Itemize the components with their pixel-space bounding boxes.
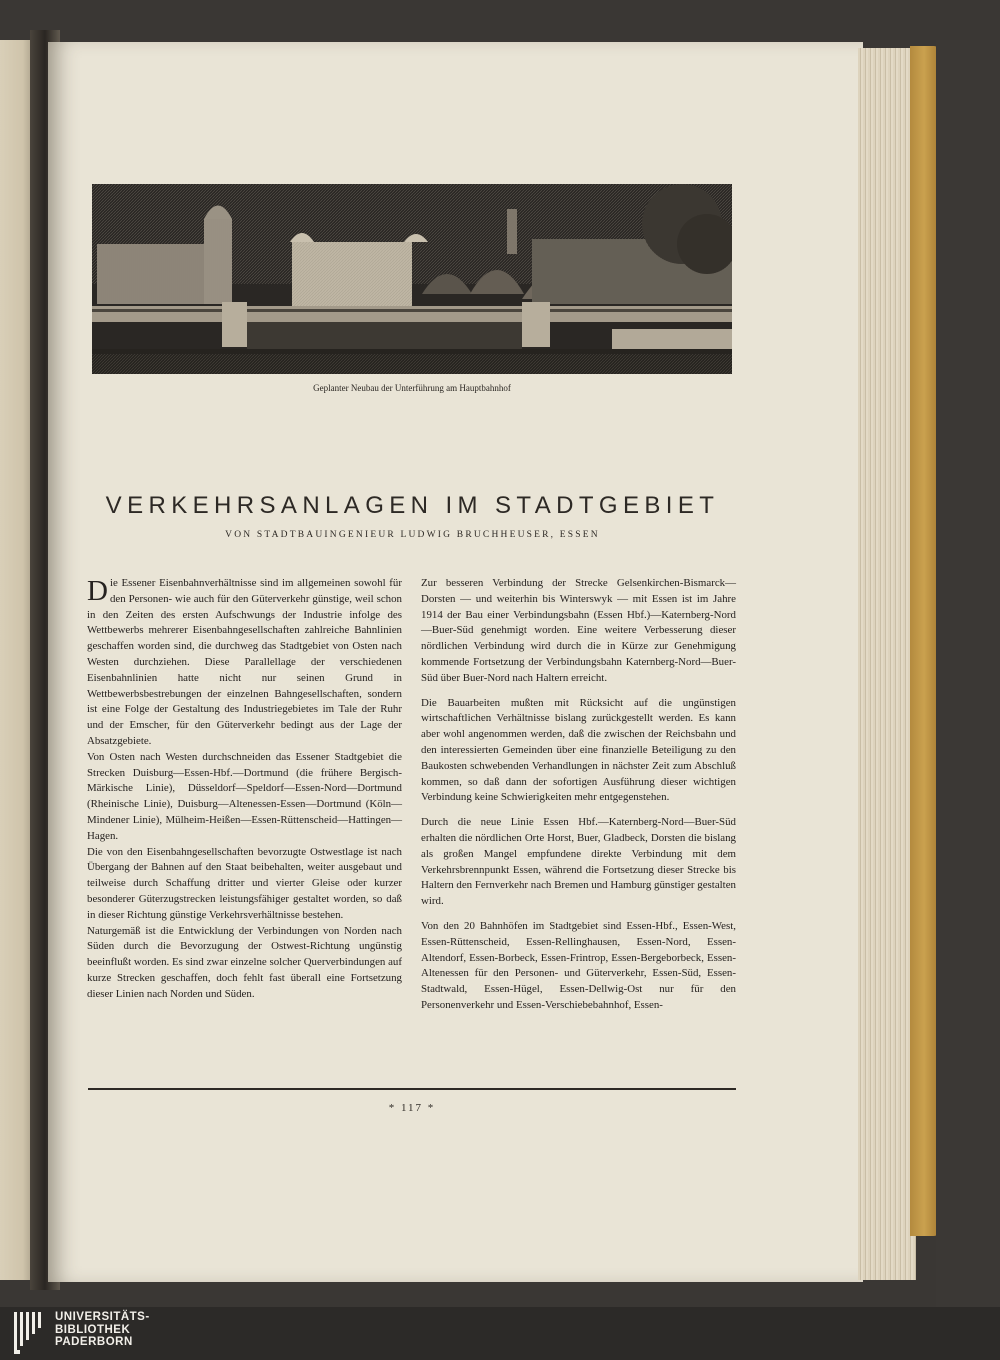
library-name-line: BIBLIOTHEK	[55, 1323, 131, 1336]
text-column-right	[421, 576, 736, 1023]
drop-cap: D	[87, 575, 108, 607]
article-title: VERKEHRSANLAGEN IM STADTGEBIET	[105, 492, 720, 519]
paragraph: Durch die neue Linie Essen Hbf.—Katernberg-Nord—Buer-Süd erhalten die nördlichen Orte Horst, Buer, Gladbeck, Dorsten die bislang als großen Mangel empfundene direkte Verbindung mit dem Verkehrsbrennpunkt Essen, während die Fortsetzung dieser Strecke bis Haltern den Fernverkehr nach Bremen und Hamburg günstiger gestalten wird.	[421, 816, 736, 908]
paragraph: Von den 20 Bahnhöfen im Stadtgebiet sind Essen-Hbf., Essen-West, Essen-Rüttenscheid, Essen-Rellinghausen, Essen-Nord, Essen-Altendorf, Essen-Borbeck, Essen-Frintrop, Essen-Bergeborbeck, Essen-Altenessen für den Personen- und Güterverkehr, Essen-Süd, Essen-Stadtwald, Essen-Hügel, Essen-Dellwig-Ost nur für den Personenverkehr und Essen-Verschiebebahnhof, Essen-	[421, 919, 736, 1011]
library-logo-text	[55, 1311, 150, 1349]
paragraph-text: ie Essener Eisenbahnverhältnisse sind im allgemeinen sowohl für den Personen- wie auch für den Güterverkehr günstige, weil schon in den Zeiten des ersten Aufschwungs der Industrie infolge des Wettbewerbs mehrerer Eisenbahngesellschaften zahlreiche Bahnlinien geschaffen worden sind, die durchweg das Stadtgebiet von Osten nach Westen durchziehen. Diese Parallellage der verschiedenen Eisenbahnlinien hatte nicht nur seinen Grund in Wettbewerbsbestrebungen der einzelnen Bahngesellschaften, sondern ist eine Folge der Gestaltung des Industriegebietes im Tale der Ruhr und der Emscher, für den Güterverkehr bedingt aus der Lage der Absatzgebiete.	[87, 577, 402, 747]
paragraph: Naturgemäß ist die Entwicklung der Verbindungen von Norden nach Süden durch die Bevorzugung der Ostwest-Richtung ungünstig beeinflußt worden. Es sind zwar einzelne solcher Querverbindungen auf kurze Strecken geschaffen, doch fehlt fast überall eine Fortsetzung dieser Linien nach Norden und Süden.	[87, 924, 402, 1000]
paragraph	[87, 576, 402, 750]
paragraph: Von Osten nach Westen durchschneiden das Essener Stadtgebiet die Strecken Duisburg—Essen-Hbf.—Dortmund (die frühere Bergisch-Märkische Linie), Düsseldorf—Speldorf—Essen-Nord—Dortmund (Rheinische Linie), Duisburg—Altenessen-Essen—Dortmund (Köln—Mindener Linie), Mülheim-Heißen—Essen-Rüttenscheid—Hattingen—Hagen.	[87, 750, 402, 842]
figure-caption: Geplanter Neubau der Unterführung am Hauptbahnhof	[313, 383, 511, 393]
library-name-line: UNIVERSITÄTS-	[55, 1311, 150, 1323]
library-logo-icon	[12, 1310, 48, 1356]
page-edges	[858, 48, 916, 1280]
scan-background	[936, 40, 1000, 1307]
engraving-illustration	[92, 184, 732, 374]
page-number: * 117 *	[388, 1102, 436, 1114]
paragraph: Die von den Eisenbahngesellschaften bevorzugte Ostwestlage ist nach Übergang der Bahnen auf den Staat beibehalten, weiter ausgebaut und teilweise durch Schaffung dritter und vierter Gleise oder kurzer besonderer Güterzugstrecken leistungsfähiger gestaltet worden, so daß in dieser Richtung günstige Verkehrsverhältnisse bestehen.	[87, 845, 402, 921]
book-cover-edge	[910, 46, 938, 1236]
library-name-line: PADERBORN	[55, 1336, 133, 1348]
paragraph: Zur besseren Verbindung der Strecke Gelsenkirchen-Bismarck—Dorsten — und weiterhin bis Winterswyk — mit Essen ist im Jahre 1914 der Bau einer Verbindungsbahn (Essen Hbf.)—Katernberg-Nord—Buer-Süd genehmigt worden. Eine weitere Verbesserung dieser nördlichen Verbindung wird durch die in Kürze zur Genehmigung kommende Fortsetzung der Verbindungsbahn Katernberg-Nord—Buer-Süd über Buer-Nord nach Haltern erreicht.	[421, 577, 736, 684]
article-byline: VON STADTBAUINGENIEUR LUDWIG BRUCHHEUSER, ESSEN	[225, 530, 600, 540]
footer-rule	[88, 1088, 736, 1090]
library-footer	[0, 1307, 1000, 1360]
text-column-left	[87, 576, 402, 1003]
paragraph: Die Bauarbeiten mußten mit Rücksicht auf die ungünstigen wirtschaftlichen Verhältnisse bislang zurückgestellt werden. Es kann aber wohl angenommen werden, daß die zwischen der Reichsbahn und den interessierten Gemeinden über eine finanzielle Beteiligung zu den Baukosten schwebenden Verhandlungen in nächster Zeit zum Abschluß kommen, so daß dann der sofortigen Ausführung dieser wichtigen Verbindung keine Schwierigkeiten mehr entgegenstehen.	[421, 696, 736, 804]
